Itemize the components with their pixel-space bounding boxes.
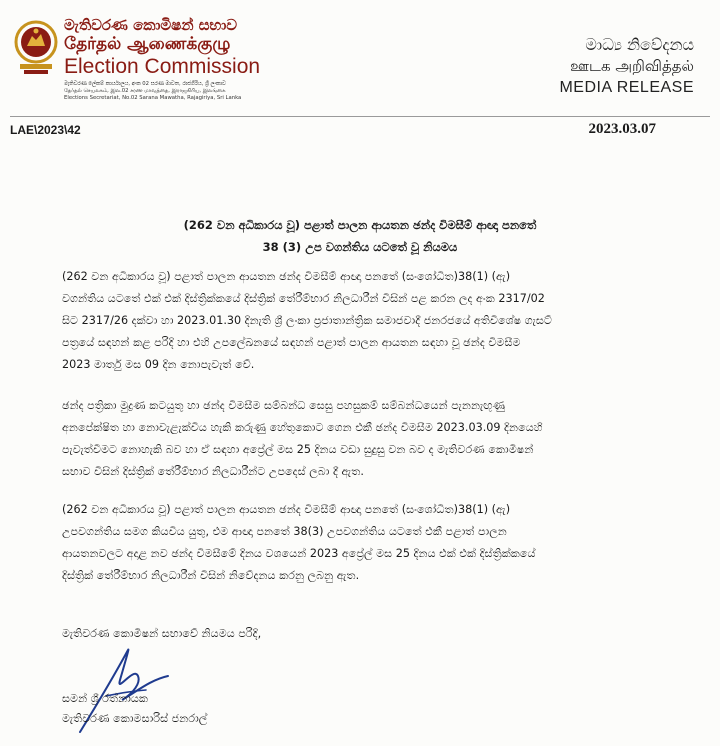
paragraph-line: අනපේක්ෂිත හා නොවැළැක්විය හැකි කරුණු හේතුකොට ගෙන එකී ඡන්ද විමසීම 2023.03.09 දිනයෙහි [62, 421, 543, 434]
paragraph-2 [62, 395, 666, 483]
paragraph-line: දිස්ත්‍රික් තේරීම්භාර නිලධාරීන් විසින් නිවේදනය කරනු ලබනු ඇත. [62, 569, 360, 582]
paragraph-line: සිට 2317/26 දක්වා හා 2023.01.30 දිනැති ශ්‍රී ලංකා ප්‍රජාතාන්ත්‍රික සමාජවාදී ජනරජයේ අතිවිශේෂ ගැසට් [62, 314, 552, 327]
media-label-sinhala: මාධ්‍ය නිවේදනය [585, 35, 694, 54]
org-name-tamil: தேர்தல் ஆணைக்குழு [64, 34, 231, 54]
address-line: මැතිවරණ ලේකම් කාර්යාලය, අංක 02 සරණ මාවත, රාජගිරිය, ශ්‍රී ලංකාව [64, 81, 226, 87]
address-block [64, 81, 274, 102]
media-label-english: MEDIA RELEASE [559, 79, 694, 96]
document-title [120, 214, 600, 258]
closing-line: මැතිවරණ කොමිෂන් සභාවේ නියමය පරිදි, [62, 627, 262, 640]
reference-number: LAE\2023\42 [10, 123, 81, 137]
paragraph-line: පත්‍රයේ සඳහන් කළ පරිදි හා එහි උපලේඛනයේ සඳහන් පළාත් පාලන ආයතන සඳහා වූ ඡන්ද විමසීම [62, 336, 521, 349]
paragraph-line: 2023 මාර්තු මස 09 දින නොපැවැත් වේ. [62, 358, 255, 371]
org-name-english: Election Commission [64, 55, 261, 78]
address-line: தேர்தல் செயலகம், இல.02 சரண மாவத்தை, இராஜகிரிய, இலங்கை [64, 88, 226, 94]
org-name-sinhala: මැතිවරණ කොමිෂන් සභාව [64, 16, 238, 34]
address-line: Elections Secretariat, No.02 Sarana Mawatha, Rajagiriya, Sri Lanka [64, 95, 242, 101]
paragraph-line: (262 වන අධිකාරය වූ) පළාත් පාලන ආයතන ඡන්ද විමසීම් ආඥා පනතේ (සංශෝධිත)38(1) (ඇ) [62, 503, 511, 516]
signatory-title: මැතිවරණ කොමසාරිස් ජනරාල් [62, 712, 208, 725]
header-divider [10, 116, 710, 117]
sri-lanka-emblem-icon [14, 18, 58, 78]
paragraph-line: උපවගන්තිය සමග කියවිය යුතු, එම ආඥා පනතේ 38(3) උපවගන්තිය යටතේ එකී පළාත් පාලන [62, 525, 507, 538]
paragraph-3 [62, 499, 666, 587]
title-line: (262 වන අධිකාරය වූ) පළාත් පාලන ආයතන ඡන්ද විමසීම් ආඥා පනතේ [183, 218, 537, 232]
title-line: 38 (3) උප වගන්තිය යටතේ වූ නියමය [262, 240, 458, 254]
signatory-name: සමන් ශ්‍රී රත්නායක [62, 692, 149, 705]
media-label-tamil: ஊடக அறிவித்தல் [570, 57, 694, 75]
paragraph-line: සභාව විසින් දිස්ත්‍රික් තේරීම්භාර නිලධාරීන්ට උපදෙස් ලබා දී ඇත. [62, 465, 364, 478]
media-release-label [559, 34, 694, 99]
paragraph-1 [62, 266, 666, 376]
letterhead [0, 0, 720, 116]
paragraph-line: ආයතනවලට අදාළ නව ඡන්ද විමසීමේ දිනය වශයෙන් 2023 අප්‍රේල් මස 25 දිනය එක් එක් දිස්ත්‍රික්කයේ [62, 547, 536, 560]
paragraph-line: (262 වන අධිකාරය වූ) පළාත් පාලන ආයතන ඡන්ද විමසීම් ආඥා පනතේ (සංශෝධිත)38(1) (ඇ) [62, 270, 511, 283]
document-date: 2023.03.07 [588, 121, 656, 137]
paragraph-line: පැවැත්වීමට නොහැකි බව හා ඒ සඳහා අප්‍රේල් මස 25 දිනය වඩා සුදුසු වන බව ද මැතිවරණ කොමිෂන් [62, 443, 534, 456]
paragraph-line: වගන්තිය යටතේ එක් එක් දිස්ත්‍රික්කයේ දිස්ත්‍රික් තේරීම්භාර නිලධාරීන් විසින් පළ කරන ලද අංක 2317/02 [62, 292, 545, 305]
paragraph-line: ඡන්ද පත්‍රිකා මුද්‍රණ කටයුතු හා ඡන්ද විමසීම සම්බන්ධ සෙසු පහසුකම් සම්බන්ධයෙන් පැනනැඟුණු [62, 399, 506, 412]
organization-name [64, 16, 274, 102]
